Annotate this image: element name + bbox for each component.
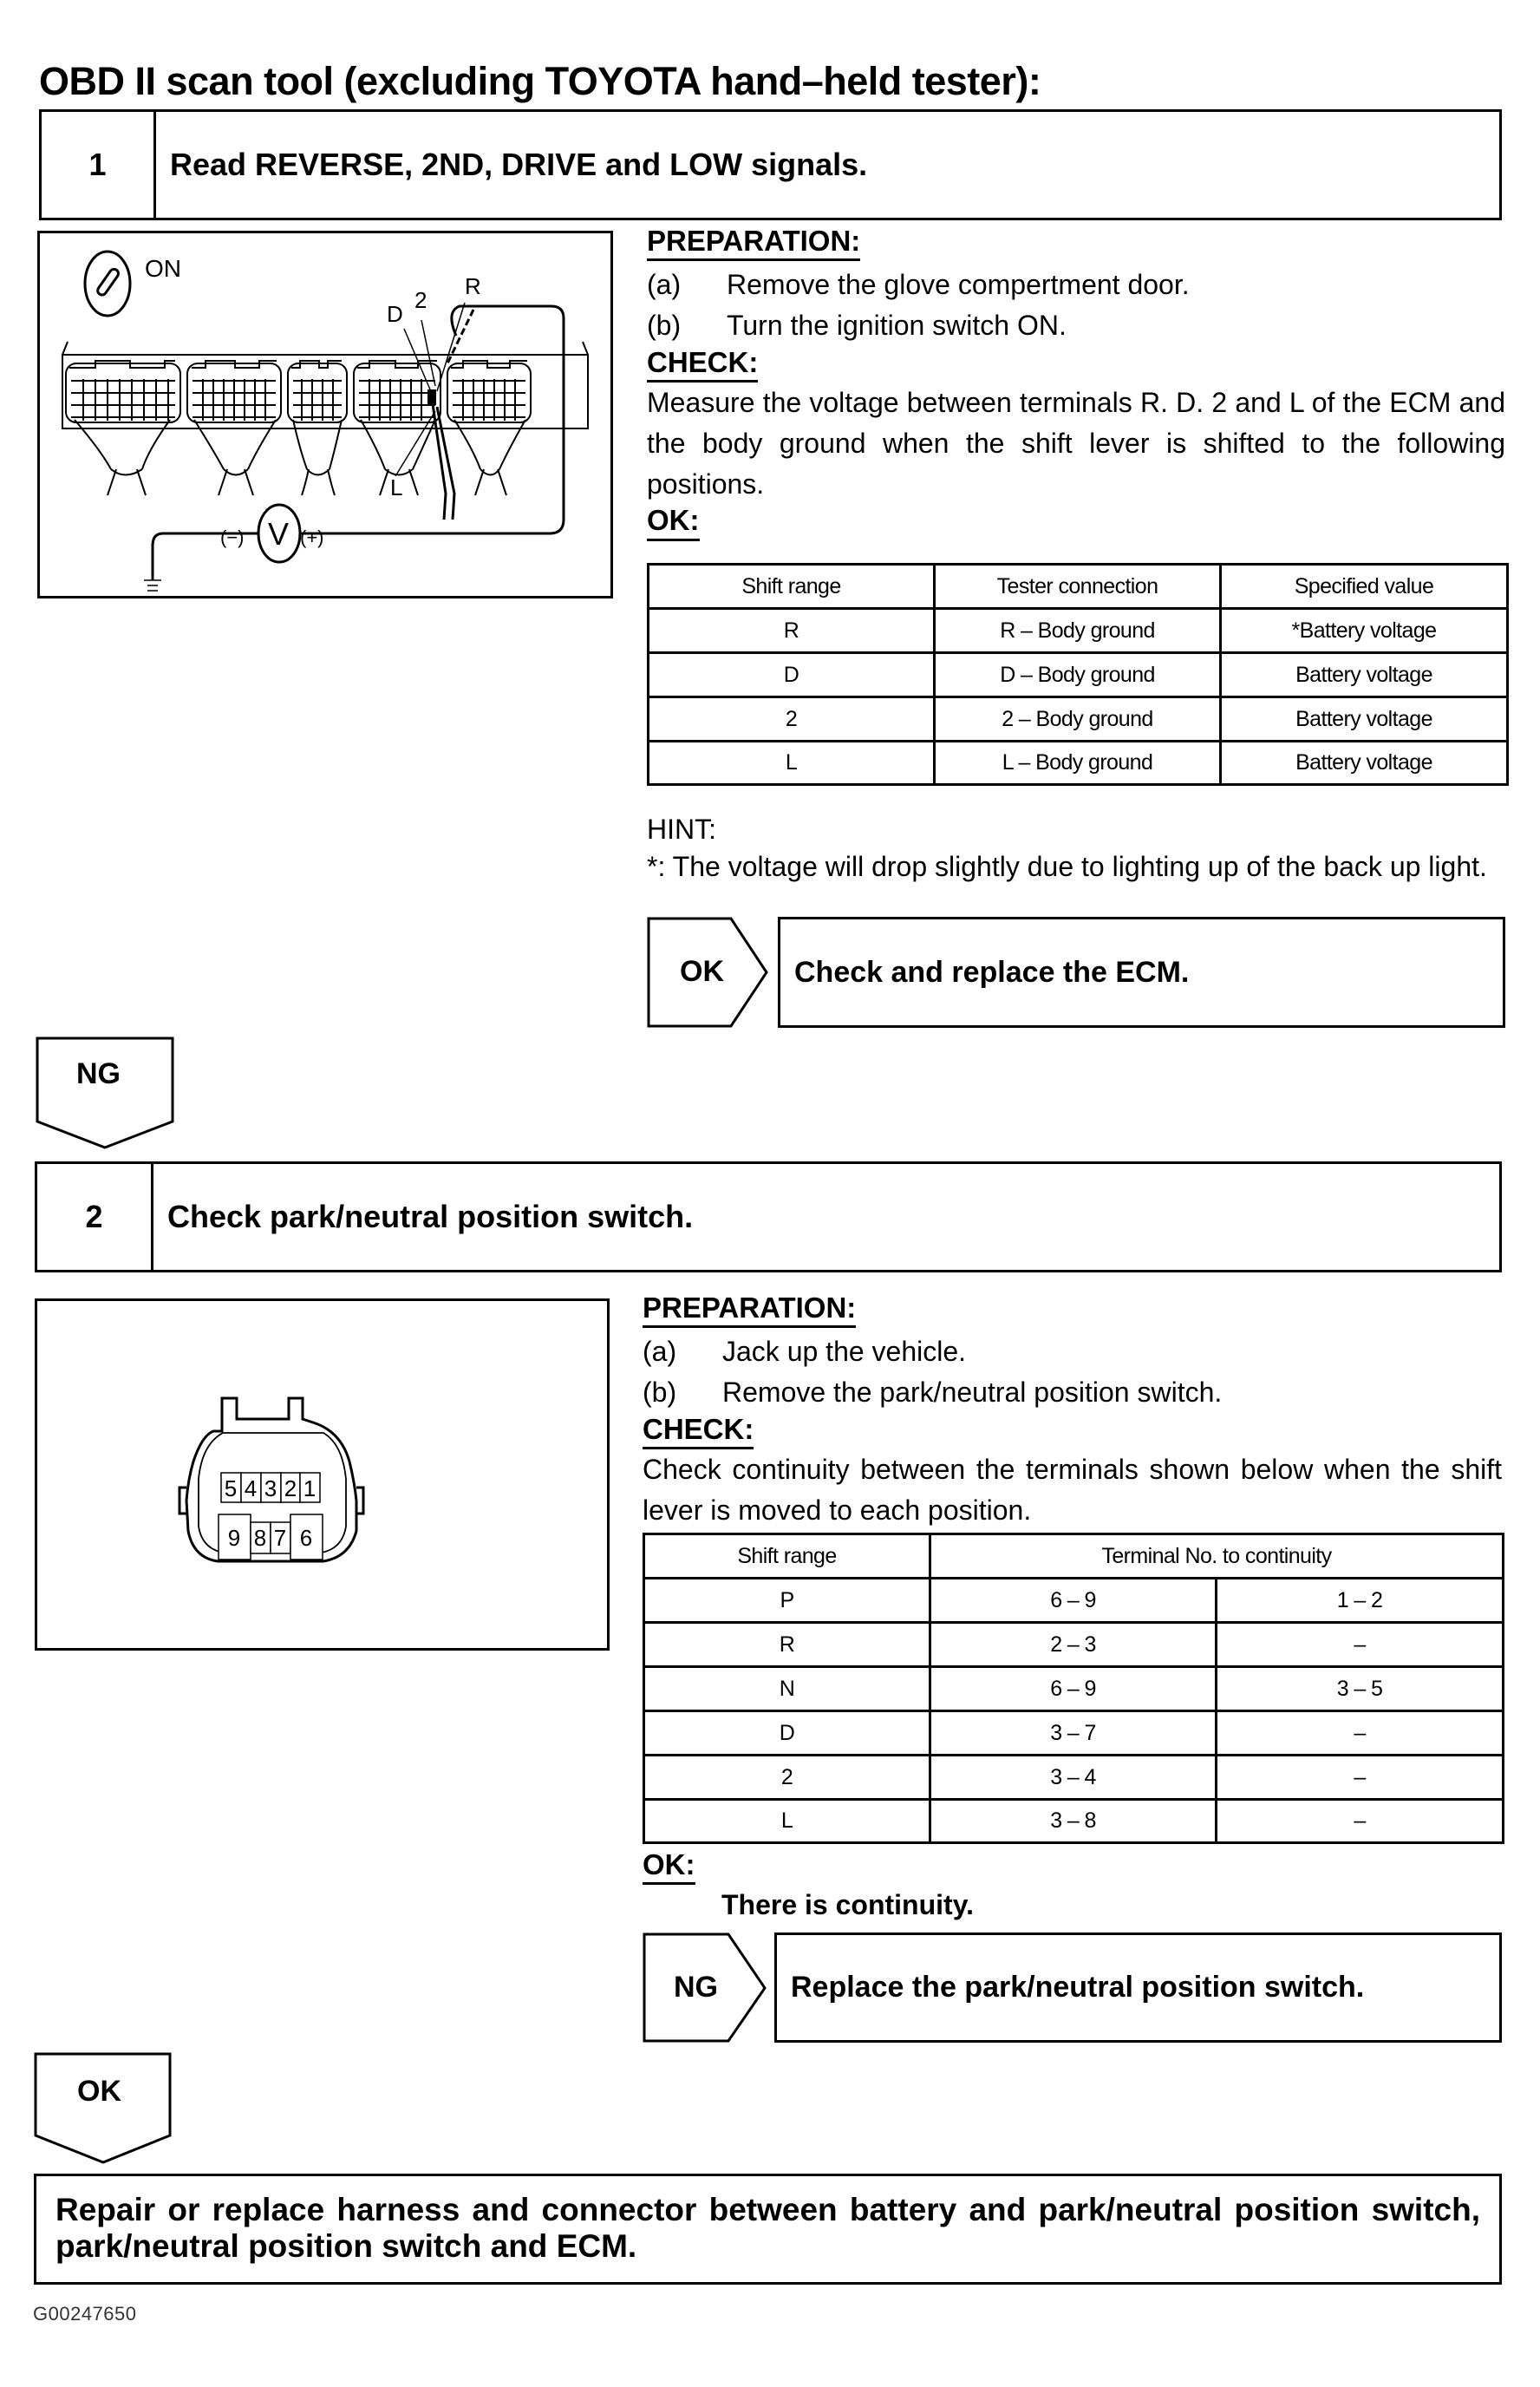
ok-heading: OK:: [643, 1849, 695, 1885]
ok-arrow-down-icon: [34, 2052, 173, 2165]
step-1-header: [39, 109, 1502, 220]
table-header: Terminal No. to continuity: [930, 1534, 1504, 1579]
terminal-8: 8: [253, 1525, 267, 1551]
step-2-ok-criteria: [643, 1849, 695, 1885]
terminal-7: 7: [273, 1525, 287, 1551]
ng-arrow-down-icon: [35, 1037, 175, 1149]
ok-result-box: Check and replace the ECM.: [778, 917, 1505, 1028]
meter-negative-label: (−): [220, 526, 245, 548]
figure-id: G00247650: [33, 2303, 137, 2325]
ecm-voltage-measurement-illustration: [40, 233, 610, 596]
preparation-item: (b) Remove the park/neutral position switch.: [643, 1376, 1223, 1408]
step-2-continuity-table: [643, 1533, 1504, 1844]
table-header: Specified value: [1221, 565, 1508, 609]
ng-branch-label: NG: [76, 1057, 121, 1090]
ok-criteria-text: There is continuity.: [721, 1889, 974, 1920]
terminal-6: 6: [299, 1525, 313, 1551]
terminal-2: 2: [284, 1475, 297, 1501]
check-heading: CHECK:: [643, 1414, 754, 1449]
step-2-header: [35, 1161, 1502, 1272]
hint-heading: HINT:: [647, 814, 716, 845]
table-header: Tester connection: [935, 565, 1221, 609]
preparation-item: (b) Turn the ignition switch ON.: [647, 309, 1067, 341]
ok-branch-tag: [34, 2052, 173, 2165]
terminal-3: 3: [264, 1475, 277, 1501]
table-row: P 6 – 9 1 – 2: [644, 1579, 1504, 1623]
terminal-label-2: 2: [414, 287, 427, 313]
check-text: Check continuity between the terminals shown below when the shift lever is moved to each position.: [643, 1454, 1502, 1527]
table-row: L L – Body ground Battery voltage: [649, 742, 1508, 785]
ng-branch-tag: [643, 1932, 767, 2043]
table-row: R 2 – 3 –: [644, 1623, 1504, 1667]
step-1-instructions: [647, 226, 1505, 541]
park-neutral-switch-connector-diagram: [35, 1298, 610, 1651]
table-row: R R – Body ground *Battery voltage: [649, 609, 1508, 653]
hint-block: [647, 812, 1505, 887]
table-row: D D – Body ground Battery voltage: [649, 653, 1508, 697]
ignition-on-label: ON: [145, 255, 181, 282]
terminal-label-d: D: [387, 301, 403, 327]
ok-heading: OK:: [647, 505, 700, 540]
check-heading: CHECK:: [647, 347, 758, 383]
ok-branch-tag: [647, 917, 770, 1028]
connector-face-illustration: [37, 1301, 607, 1648]
check-text: Measure the voltage between terminals R. D. 2 and L of the ECM and the body ground when the shift lever is shifted to the following positions.: [647, 387, 1505, 500]
step-1-number: 1: [42, 112, 156, 218]
table-header: Shift range: [644, 1534, 930, 1579]
preparation-heading: PREPARATION:: [643, 1292, 856, 1328]
terminal-9: 9: [227, 1525, 241, 1551]
step-2-title: Check park/neutral position switch.: [167, 1199, 694, 1234]
terminal-label-r: R: [465, 273, 481, 299]
svg-text:V: V: [268, 516, 290, 552]
ignition-key-icon: [85, 252, 130, 316]
table-row: D 3 – 7 –: [644, 1711, 1504, 1756]
meter-positive-label: (+): [300, 526, 324, 548]
ng-result-box: Replace the park/neutral position switch.: [774, 1932, 1502, 2043]
table-header: Shift range: [649, 565, 935, 609]
table-row: N 6 – 9 3 – 5: [644, 1667, 1504, 1711]
ng-branch-label: NG: [674, 1971, 718, 2004]
preparation-item: (a) Jack up the vehicle.: [643, 1336, 967, 1368]
ecm-connector-diagram: [37, 231, 613, 598]
step-2-instructions: [643, 1292, 1502, 1531]
hint-text: *: The voltage will drop slightly due to lighting up of the back up light.: [647, 851, 1487, 882]
terminal-4: 4: [244, 1475, 258, 1501]
page-title: OBD II scan tool (excluding TOYOTA hand–held tester):: [39, 59, 1041, 103]
step-1-spec-table: [647, 563, 1509, 786]
final-action-box: Repair or replace harness and connector between battery and park/neutral position switch, park/neutral position switch and ECM.: [34, 2174, 1502, 2285]
ok-branch-label: OK: [77, 2075, 121, 2108]
table-header-row: [649, 565, 1508, 609]
terminal-1: 1: [303, 1475, 316, 1501]
step-1-title: Read REVERSE, 2ND, DRIVE and LOW signals.: [170, 147, 868, 182]
ok-branch-label: OK: [680, 955, 724, 988]
table-row: L 3 – 8 –: [644, 1800, 1504, 1843]
ng-branch-tag: [35, 1037, 175, 1149]
step-2-number: 2: [37, 1164, 153, 1270]
ground-symbol-icon: [144, 580, 161, 591]
table-row: 2 2 – Body ground Battery voltage: [649, 697, 1508, 742]
terminal-5: 5: [224, 1475, 238, 1501]
terminal-label-l: L: [390, 474, 403, 500]
preparation-item: (a) Remove the glove compertment door.: [647, 269, 1190, 301]
table-header-row: [644, 1534, 1504, 1579]
table-row: 2 3 – 4 –: [644, 1756, 1504, 1800]
preparation-heading: PREPARATION:: [647, 226, 860, 261]
